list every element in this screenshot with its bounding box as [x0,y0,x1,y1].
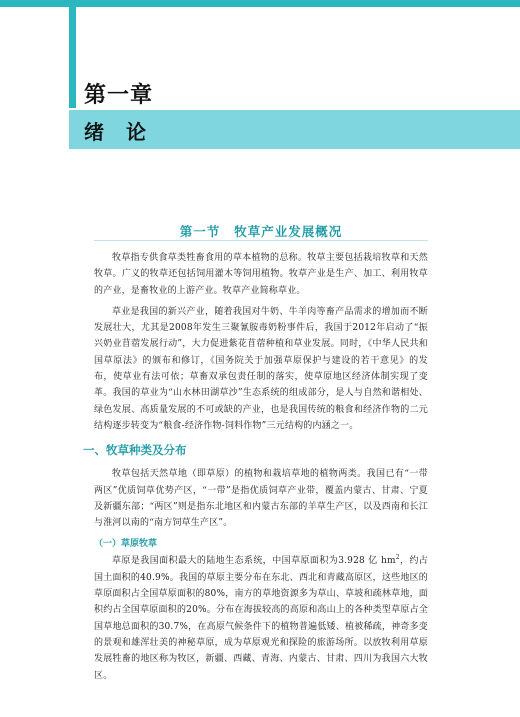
superscript: 2 [395,554,400,562]
paragraph-text: ，约占国土面积的40.9%。我国的草原主要分布在东北、西北和青藏高原区，这些地区的草原面积占全国草原面积的80%，南方的草地资源多为草山、草坡和疏林草地，面积约占全国草原面积的20%。分布在海拔较高的高原和高山上的各种类型草原占全国草地总面积的30.7%，在高原气候条件下的植物普遍低矮、植被稀疏，神奇多变的景观和雄浑壮美的神秘草原，成为草原观光和探险的旅游场所。以放牧利用草原发展牲畜的地区称为牧区，新疆、西藏、青海、内蒙古、甘肃、四川为我国六大牧区。 [94,556,428,681]
sub-subsection-heading: （一）草原牧草 [94,539,158,550]
section-label: 第一节 [179,224,221,239]
page-content [83,222,428,689]
chapter-title: 绪论 [84,120,168,144]
subsection-heading: 一、牧草种类及分布 [83,443,187,458]
header-bar [0,0,520,7]
section-heading [94,222,428,240]
paragraph: 牧草指专供食草类牲畜食用的草本植物的总称。牧草主要包括栽培牧草和天然牧草。广义的牧草还包括饲用灌木等饲用植物。牧草产业是生产、加工、利用牧草的产业，是畜牧业的上游产业。牧草产业简称草业。 [94,253,428,296]
paragraph: 牧草包括天然草地（即草原）的植物和栽培草地的植物两类。我国已有“一带两区”优质饲草优势产区，“一带”是指优质饲草产业带，覆盖内蒙古、甘肃、宁夏及新疆东部；“两区”则是指东北地区和内蒙古东部的羊草生产区，以及西南和长江与淮河以南的“南方饲草生产区”。 [94,469,428,529]
chapter-side-strip [69,0,76,108]
section-title: 牧草产业发展概况 [234,224,343,239]
paragraph: 草业是我国的新兴产业，随着我国对牛奶、牛羊肉等畜产品需求的增加而不断发展壮大，尤其是2008年发生三聚氰胺毒奶粉事件后，我国于2012年启动了“振兴奶业苜蓿发展行动”，大力促进紫花苜蓿种植和草业发展。同时，《中华人民共和国草原法》的颁布和修订，《国务院关于加强草原保护与建设的若干意见》的发布，使草业有法可依；草畜双承包责任制的落实，使草原地区经济体制实现了变革。我国的草业为“山水林田湖草沙”生态系统的组成部分，是人与自然和谐相处、绿色发展、高质量发展的不可或缺的产业，也是我国传统的粮食和经济作物的二元结构逐步转变为“粮食-经济作物-饲料作物”三元结构的内涵之一。 [94,306,428,431]
chapter-number: 第一章 [84,83,154,108]
paragraph [94,553,428,683]
paragraph-text: 草原是我国面积最大的陆地生态系统，中国草原面积为3.928 亿 hm [112,556,396,567]
